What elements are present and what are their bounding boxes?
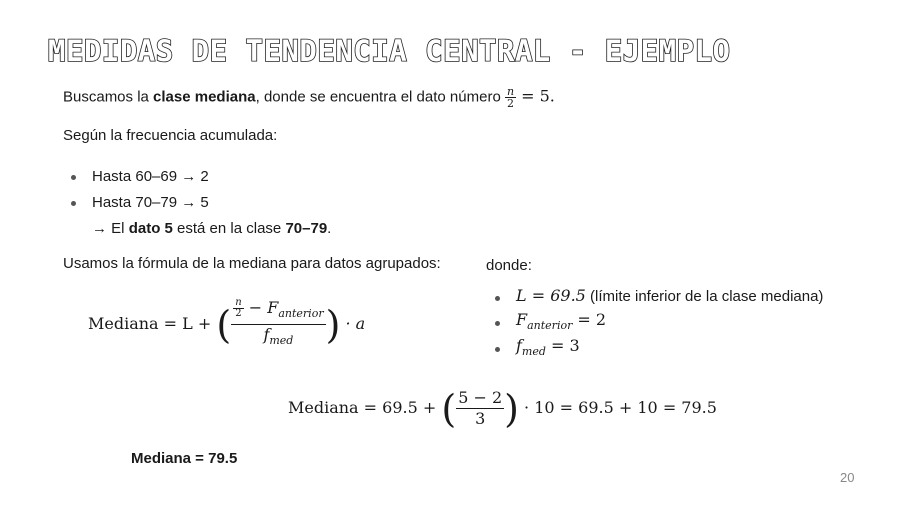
formula-den-f: f <box>263 325 270 344</box>
donde-item-l <box>516 286 823 307</box>
donde-item-f-med <box>516 336 580 362</box>
intro-post: , donde se encuentra el dato número <box>255 88 505 106</box>
intro-pre: Buscamos la <box>63 88 154 106</box>
donde-f-rest: = 2 <box>572 310 607 329</box>
formula-sub-anterior: anterior <box>278 307 324 320</box>
intro-equals: = 5. <box>516 86 555 106</box>
slide-title: MEDIDAS DE TENDENCIA CENTRAL - EJEMPLO <box>48 34 731 68</box>
intro-line <box>63 86 555 109</box>
calc-tail: · 10 = 69.5 + 10 = 79.5 <box>518 398 717 417</box>
formula-lhs: Mediana = L + <box>88 314 217 333</box>
calc-numerator: 5 − 2 <box>458 388 503 407</box>
formula-fraction <box>231 298 325 351</box>
donde-l-math: L = 69.5 <box>516 286 586 305</box>
donde-fmed-sub: med <box>521 345 546 358</box>
formula-minus-f: − F <box>243 297 279 317</box>
freq-item: Hasta 60–69 → 2 <box>92 168 209 185</box>
formula-numerator <box>231 298 325 325</box>
formula-inner-n: n <box>235 296 242 308</box>
formula-denominator <box>231 325 325 351</box>
conclusion-line <box>92 219 331 239</box>
donde-item-f-anterior <box>516 310 606 336</box>
median-formula: Mediana = L + ( $\frac{n}{2}$ − $F_{anterior}$ $f_{med}$ ) · a <box>88 296 365 352</box>
calc-denominator: 3 <box>475 409 486 428</box>
frequency-heading: Según la frecuencia acumulada: <box>63 127 278 144</box>
calc-fraction <box>456 388 504 429</box>
formula-inner-2: 2 <box>235 307 242 319</box>
formula-heading: Usamos la fórmula de la mediana para datos agrupados: <box>63 255 441 272</box>
intro-frac-num: n <box>506 85 515 98</box>
donde-f-math: F <box>516 310 528 329</box>
bullet-dot <box>495 296 500 301</box>
intro-bold: clase mediana <box>153 88 256 106</box>
donde-heading: donde: <box>486 257 532 274</box>
bullet-dot <box>71 201 76 206</box>
intro-frac-den: 2 <box>507 97 514 110</box>
conclusion-mid: está en la clase <box>172 220 286 237</box>
intro-fraction <box>505 86 516 109</box>
bullet-dot <box>495 347 500 352</box>
donde-l-text: (límite inferior de la clase mediana) <box>585 288 824 305</box>
bullet-dot <box>71 175 76 180</box>
donde-f-sub: anterior <box>527 319 573 332</box>
donde-fmed-rest: = 3 <box>545 336 580 355</box>
conclusion-bold-2: 70–79 <box>285 220 328 237</box>
bullet-dot <box>495 321 500 326</box>
page-number: 20 <box>840 470 855 485</box>
median-calculation: Mediana = 69.5 + ( $\frac{5 - 2}{3}$ ) · 10 = 69.5 + 10 = 79.5 <box>288 386 717 431</box>
donde-fmed-math: f <box>516 336 522 355</box>
result-line: Mediana = 79.5 <box>131 450 238 467</box>
conclusion-bold-1: dato 5 <box>128 220 173 237</box>
formula-tail: · a <box>340 314 366 333</box>
conclusion-post: . <box>327 220 332 237</box>
formula-sub-med: med <box>269 334 294 348</box>
conclusion-pre: → El <box>92 220 129 237</box>
freq-item: Hasta 70–79 → 5 <box>92 194 209 211</box>
calc-lhs: Mediana = 69.5 + <box>288 398 442 417</box>
